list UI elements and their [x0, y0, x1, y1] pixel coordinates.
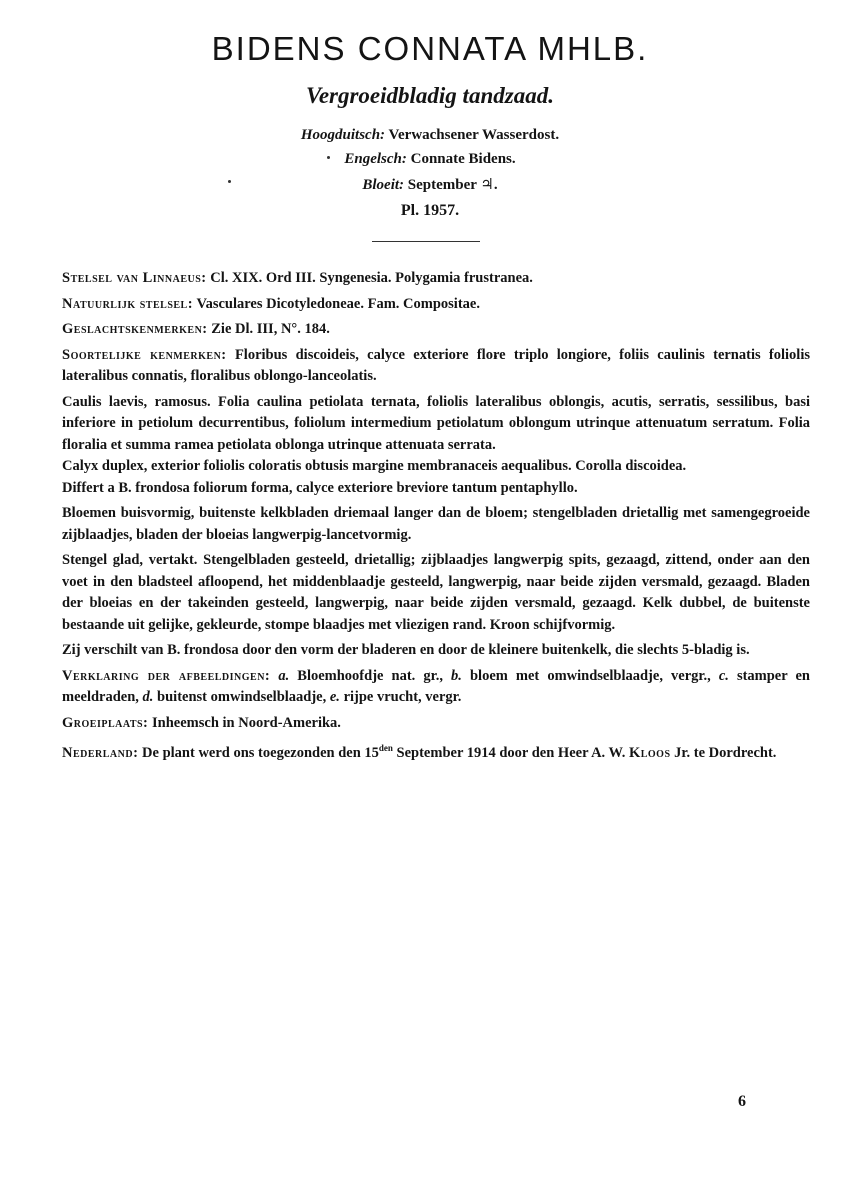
flowering-label: Bloeit: — [362, 177, 405, 193]
netherlands-text-2: September 1914 door den Heer A. W. — [392, 744, 626, 761]
netherlands-text-3: Jr. te Dordrecht. — [670, 744, 777, 761]
dutch-description-3: Zij verschilt van B. frondosa door den vorm der bladeren en door de kleinere buitenkelk, die slechts 5-bladig is. — [62, 642, 750, 658]
linnaeus-text: Cl. XIX. Ord III. Syngenesia. Polygamia frustranea. — [210, 270, 533, 286]
body-text — [62, 268, 810, 768]
species-label: Soortelijke kenmerken: — [62, 346, 227, 363]
genus-label: Geslachtskenmerken: — [62, 321, 208, 337]
plate-number: Pl. 1957. — [400, 202, 460, 219]
linnaeus-label: Stelsel van Linnaeus: — [62, 270, 207, 286]
english-name-line — [150, 151, 710, 168]
figures-label: Verklaring der afbeeldingen: — [62, 667, 271, 684]
figure-key-a: a. — [278, 667, 290, 684]
figure-key-b: b. — [451, 667, 462, 684]
flowering-line — [150, 175, 710, 194]
divider — [372, 241, 480, 242]
german-label: Hoogduitsch: — [300, 127, 386, 143]
natural-system-paragraph — [62, 294, 810, 316]
figure-key-c: c. — [718, 667, 729, 684]
figure-key-d: d. — [142, 689, 154, 705]
english-label: Engelsch: — [344, 151, 407, 167]
netherlands-text: De plant werd ons toegezonden den 15 — [142, 744, 379, 761]
latin-description-3: Differt a B. frondosa foliorum forma, calyce exteriore breviore tantum pentaphyllo. — [62, 479, 578, 496]
collector-name: Kloos — [628, 744, 671, 761]
figure-text-c: stamper en meeldraden, — [62, 667, 810, 705]
english-name: Connate Bidens. — [410, 151, 516, 167]
habitat-paragraph — [62, 713, 810, 735]
date-suffix: den — [378, 743, 393, 753]
latin-description-2: Calyx duplex, exterior foliolis coloratis obtusis margine membranaceis aequalibus. Corolla discoidea. — [62, 458, 687, 474]
habitat-text: Inheemsch in Noord-Amerika. — [152, 714, 341, 731]
netherlands-label: Nederland: — [62, 744, 139, 761]
netherlands-paragraph — [62, 738, 810, 764]
latin-description-1: Caulis laevis, ramosus. Folia caulina petiolata ternata, foliolis lateralibus oblongis, acutis, serratis, sessilibus, basi inferiore in petiolum decurrentibus, foliolum intermedium petiolatum oblongum utrinque attenuatum serratum. Folia floralia et summa ramea petiolata oblonga utrinque attenuata serrata. — [62, 393, 810, 453]
genus-paragraph — [62, 319, 810, 341]
figures-paragraph — [62, 666, 810, 709]
figure-text-b: bloem met omwindselblaadje, vergr., — [461, 667, 719, 684]
natural-system-text: Vasculares Dicotyledoneae. Fam. Compositae. — [196, 295, 480, 312]
page-title: BIDENS CONNATA MHLB. — [211, 30, 649, 67]
dutch-name: Vergroeidbladig tandzaad. — [306, 83, 554, 108]
figure-text-a: Bloemhoofdje nat. gr., — [289, 667, 452, 684]
natural-system-label: Natuurlijk stelsel: — [62, 295, 194, 312]
page-number: 6 — [738, 1093, 746, 1110]
genus-text: Zie Dl. III, N°. 184. — [211, 321, 330, 337]
linnaeus-paragraph — [62, 268, 810, 290]
dutch-description-1: Bloemen buisvormig, buitenste kelkbladen driemaal langer dan de bloem; stengelbladen drietallig met samengegroeide zijblaadjes, bladen der bloeias langwerpig-lancetvormig. — [62, 505, 810, 543]
figure-key-e: e. — [329, 689, 340, 705]
flowering-value: September ♃. — [407, 177, 498, 193]
speck — [228, 180, 231, 183]
habitat-label: Groeiplaats: — [62, 714, 149, 731]
dutch-description-2: Stengel glad, vertakt. Stengelbladen gesteeld, drietallig; zijblaadjes langwerpig spits, gezaagd, zittend, onder aan den voet in den bladsteel afloopend, het middenblaadje gesteeld, langwerpig, naar beide zijden versmald, gezaagd. Bladen der bloeias en der takeinden gesteeld, langwerpig, naar beide zijden versmald, gezaagd. Kelk dubbel, de buitenste bestaande uit gelijke, gekleurde, stompe blaadjes met vliezigen rand. Kroon schijfvormig. — [62, 552, 810, 633]
figure-text-d: buitenst omwindselblaadje, — [153, 689, 330, 705]
figure-text-e: rijpe vrucht, vergr. — [339, 689, 462, 705]
species-text: Floribus discoideis, calyce exteriore flore triplo longiore, foliis caulinis ternatis foliolis lateralibus connatis, floralibus oblongo-lanceolatis. — [62, 346, 811, 384]
german-name: Verwachsener Wasserdost. — [388, 127, 560, 143]
species-paragraph — [62, 345, 810, 388]
german-name-line — [150, 127, 710, 144]
speck — [327, 156, 330, 159]
